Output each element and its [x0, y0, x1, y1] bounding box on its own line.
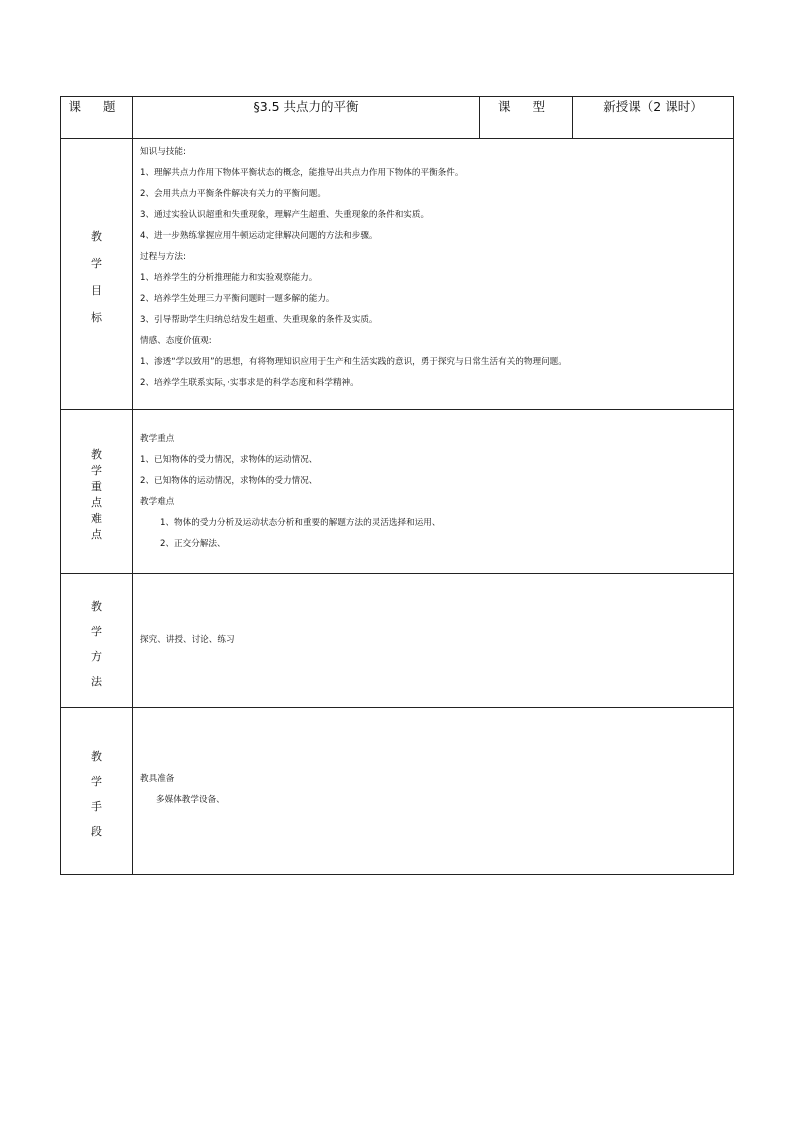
label-char: 教: [91, 230, 102, 243]
label-char: 学: [91, 624, 102, 638]
objective-line: 过程与方法:: [140, 252, 186, 262]
objective-line: 1、理解共点力作用下物体平衡状态的概念，能推导出共点力作用下物体的平衡条件。: [140, 168, 464, 178]
header-row: [61, 97, 734, 139]
tools-text: 多媒体教学设备、: [156, 795, 225, 805]
objectives-label: [61, 139, 133, 410]
label-char: 点: [91, 496, 102, 509]
methods-content: [133, 574, 734, 708]
label-char: 目: [91, 284, 102, 297]
methods-label: [61, 574, 133, 708]
objective-line: 知识与技能:: [140, 147, 186, 157]
key-title: 教学重点: [140, 434, 175, 444]
lesson-plan-table: [60, 96, 734, 875]
objective-line: 3、引导帮助学生归纳总结发生超重、失重现象的条件及实质。: [140, 315, 378, 325]
tools-content: [133, 708, 734, 875]
methods-row: [61, 574, 734, 708]
tools-title: 教具准备: [140, 774, 175, 784]
objectives-row: [61, 139, 734, 410]
label-char: 教: [91, 599, 102, 613]
label-char: 重: [91, 480, 102, 493]
keypoints-content: [133, 410, 734, 574]
objective-line: 情感、态度价值观:: [140, 336, 212, 346]
label-char: 段: [91, 825, 102, 838]
label-char: 法: [91, 674, 102, 688]
label-char: 教: [91, 448, 102, 461]
objective-line: 2、培养学生处理三力平衡问题时一题多解的能力。: [140, 294, 335, 304]
objective-line: 1、培养学生的分析推理能力和实验观察能力。: [140, 273, 318, 283]
objectives-content: [133, 139, 734, 410]
label-char: 教: [91, 750, 102, 763]
label-char: 点: [91, 528, 102, 541]
objective-line: 2、会用共点力平衡条件解决有关力的平衡问题。: [140, 189, 326, 199]
key-item: 2、已知物体的运动情况，求物体的受力情况、: [140, 476, 318, 486]
label-char: 学: [91, 257, 102, 270]
hard-item: 2、正交分解法、: [160, 539, 226, 549]
keypoints-row: [61, 410, 734, 574]
hard-title: 教学难点: [140, 497, 175, 507]
tools-label: [61, 708, 133, 875]
label-char: 学: [91, 464, 102, 477]
label-char: 学: [91, 775, 102, 788]
type-label: 课 型: [480, 97, 573, 139]
label-char: 手: [91, 800, 102, 813]
tools-row: [61, 708, 734, 875]
objective-line: 2、培养学生联系实际，·实事求是的科学态度和科学精神。: [140, 378, 359, 388]
topic-label: 课 题: [61, 97, 133, 139]
objective-line: 4、进一步熟练掌握应用牛顿运动定律解决问题的方法和步骤。: [140, 231, 378, 241]
methods-text: 探究、讲授、讨论、练习: [140, 635, 235, 645]
label-char: 方: [91, 649, 102, 663]
key-item: 1、已知物体的受力情况，求物体的运动情况、: [140, 455, 318, 465]
label-char: 难: [91, 512, 102, 525]
objective-line: 1、渗透“学以致用”的思想，有将物理知识应用于生产和生活实践的意识，勇于探究与日常生活有关的物理问题。: [140, 357, 567, 367]
objective-line: 3、通过实验认识超重和失重现象，理解产生超重、失重现象的条件和实质。: [140, 210, 430, 220]
type-value: 新授课（2 课时）: [573, 97, 734, 139]
hard-item: 1、物体的受力分析及运动状态分析和重要的解题方法的灵活选择和运用、: [160, 518, 441, 528]
topic-value: §3.5 共点力的平衡: [133, 97, 480, 139]
keypoints-label: [61, 410, 133, 574]
label-char: 标: [91, 311, 102, 324]
